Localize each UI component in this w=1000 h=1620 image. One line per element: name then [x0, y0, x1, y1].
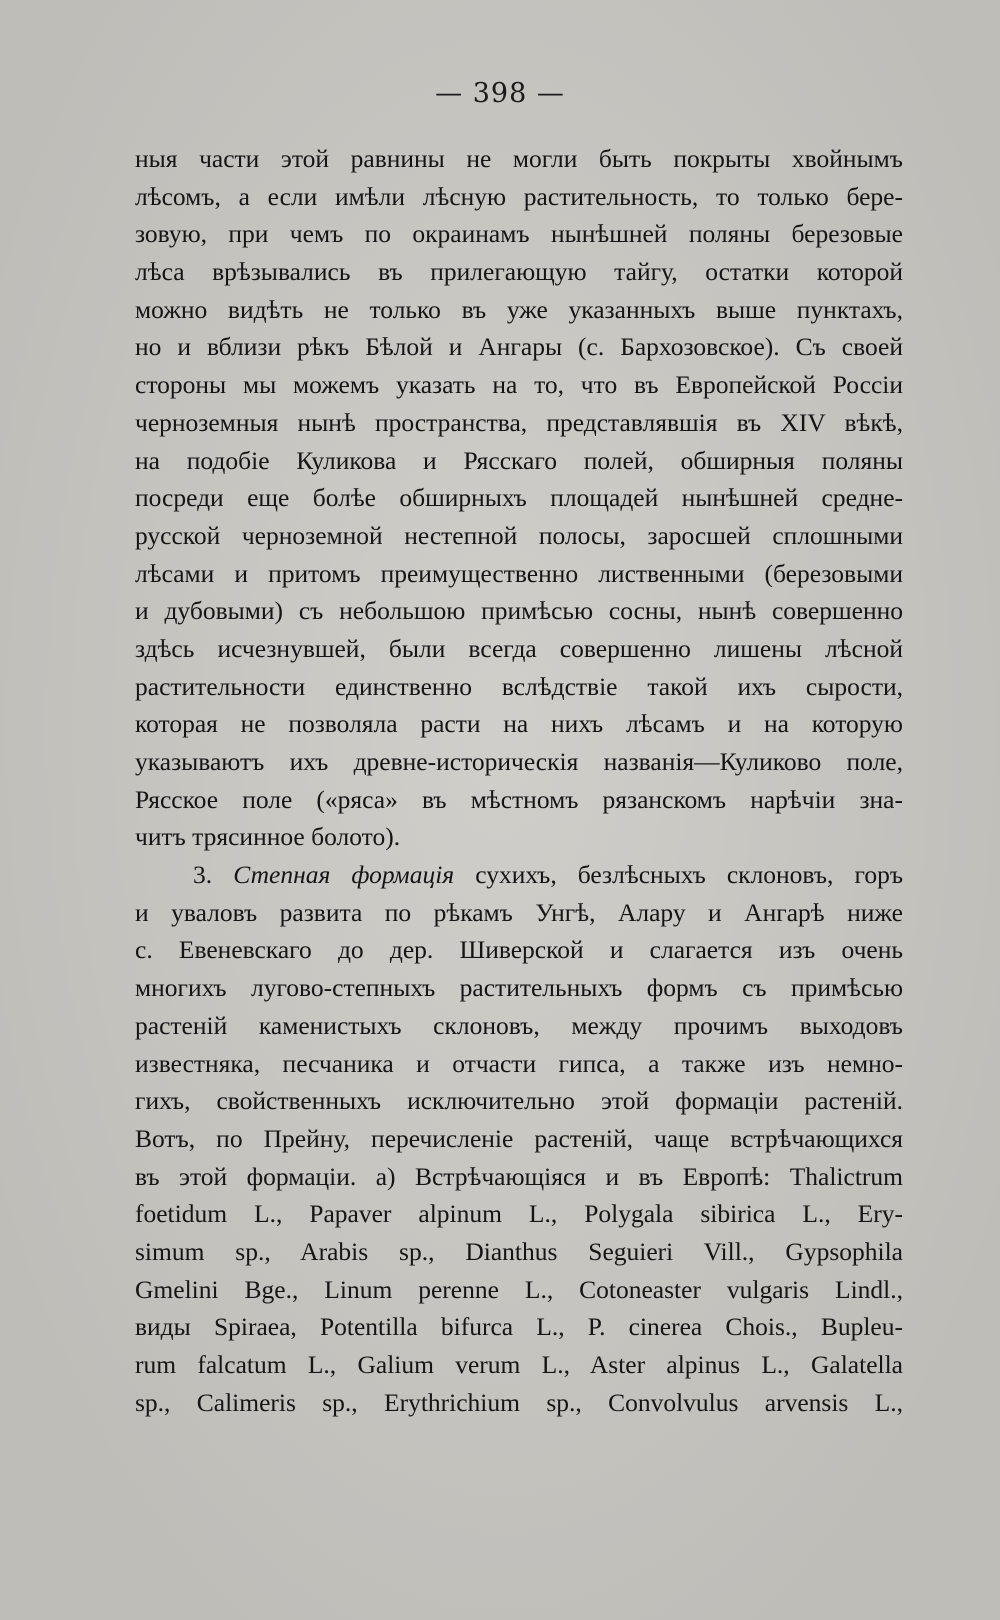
text-line: указываютъ ихъ древне-историческія названія—Куликово поле, [135, 747, 903, 776]
text-line: гихъ, свойственныхъ исключительно этой формаціи растеній. [135, 1086, 903, 1116]
text-line: стороны мы можемъ указать на то, что въ Европейской Россіи [135, 370, 903, 400]
text-line: с. Евеневскаго до дер. Шиверской и слагается изъ очень [135, 935, 903, 965]
section-first-line-text: сухихъ, безлѣсныхъ склоновъ, горъ [475, 860, 903, 890]
text-line: Gmelini Bge., Linum perenne L., Cotoneaster vulgaris Lindl., [135, 1274, 903, 1304]
text-line: simum sp., Arabis sp., Dianthus Seguieri Vill., Gypsophila [135, 1236, 903, 1266]
text-line: sp., Calimeris sp., Erythrichium sp., Convolvulus arvensis L., [135, 1387, 903, 1417]
text-line: и дубовыми) съ небольшою примѣсью сосны, нынѣ совершенно [135, 596, 903, 626]
section-title: Степная формація [233, 860, 455, 890]
text-line: Вотъ, по Прейну, перечисленіе растеній, чаще встрѣчающихся [135, 1123, 903, 1153]
text-line: въ этой формаціи. а) Встрѣчающіяся и въ Европѣ: Thalictrum [135, 1161, 903, 1191]
text-line: виды Spiraea, Potentilla bifurca L., P. cinerea Chois., Bupleu- [135, 1312, 903, 1342]
text-line: и уваловъ развита по рѣкамъ Унгѣ, Алару и Ангарѣ ниже [135, 897, 903, 927]
text-line: лѣсами и притомъ преимущественно лиственными (березовыми [135, 558, 903, 588]
body-text [135, 140, 903, 1421]
text-line: многихъ лугово-степныхъ растительныхъ формъ съ примѣсью [135, 973, 903, 1003]
text-line: русской черноземной нестепной полосы, заросшей сплошными [135, 520, 903, 550]
page-number: — 398 — [435, 78, 565, 109]
text-line: растительности единственно вслѣдствіе такой ихъ сырости, [135, 671, 903, 701]
text-line: можно видѣть не только въ уже указанныхъ выше пунктахъ, [135, 294, 903, 324]
text-line: черноземныя нынѣ пространства, представлявшія въ XIV вѣкѣ, [135, 407, 903, 437]
section-number: 3. [193, 860, 213, 890]
text-line: лѣсомъ, а если имѣли лѣсную растительность, то только бере- [135, 181, 903, 211]
text-line: читъ трясинное болото). [135, 822, 401, 852]
text-line: растеній каменистыхъ склоновъ, между прочимъ выходовъ [135, 1010, 903, 1040]
text-line: ныя части этой равнины не могли быть покрыты хвойнымъ [135, 144, 903, 173]
text-line: на подобіе Куликова и Рясскаго полей, обширныя поляны [135, 445, 903, 475]
text-line: но и вблизи рѣкъ Бѣлой и Ангары (с. Бархозовское). Съ своей [135, 332, 903, 362]
text-line: foetidum L., Papaver alpinum L., Polygala sibirica L., Ery- [135, 1199, 903, 1229]
text-line: rum falcatum L., Galium verum L., Aster alpinus L., Galatella [135, 1350, 903, 1379]
text-line: которая не позволяла расти на нихъ лѣсамъ и на которую [135, 709, 903, 739]
text-line: Рясское поле («ряса» въ мѣстномъ рязанскомъ нарѣчіи зна- [135, 784, 903, 814]
text-line: зовую, при чемъ по окраинамъ нынѣшней поляны березовые [135, 219, 903, 249]
text-line: посреди еще болѣе обширныхъ площадей нынѣшней средне- [135, 483, 903, 513]
text-line: здѣсь исчезнувшей, были всегда совершенно лишены лѣсной [135, 633, 903, 663]
section-heading-line [135, 856, 903, 894]
text-line: известняка, песчаника и отчасти гипса, а также изъ немно- [135, 1048, 903, 1078]
text-line: лѣса врѣзывались въ прилегающую тайгу, остатки которой [135, 257, 903, 287]
